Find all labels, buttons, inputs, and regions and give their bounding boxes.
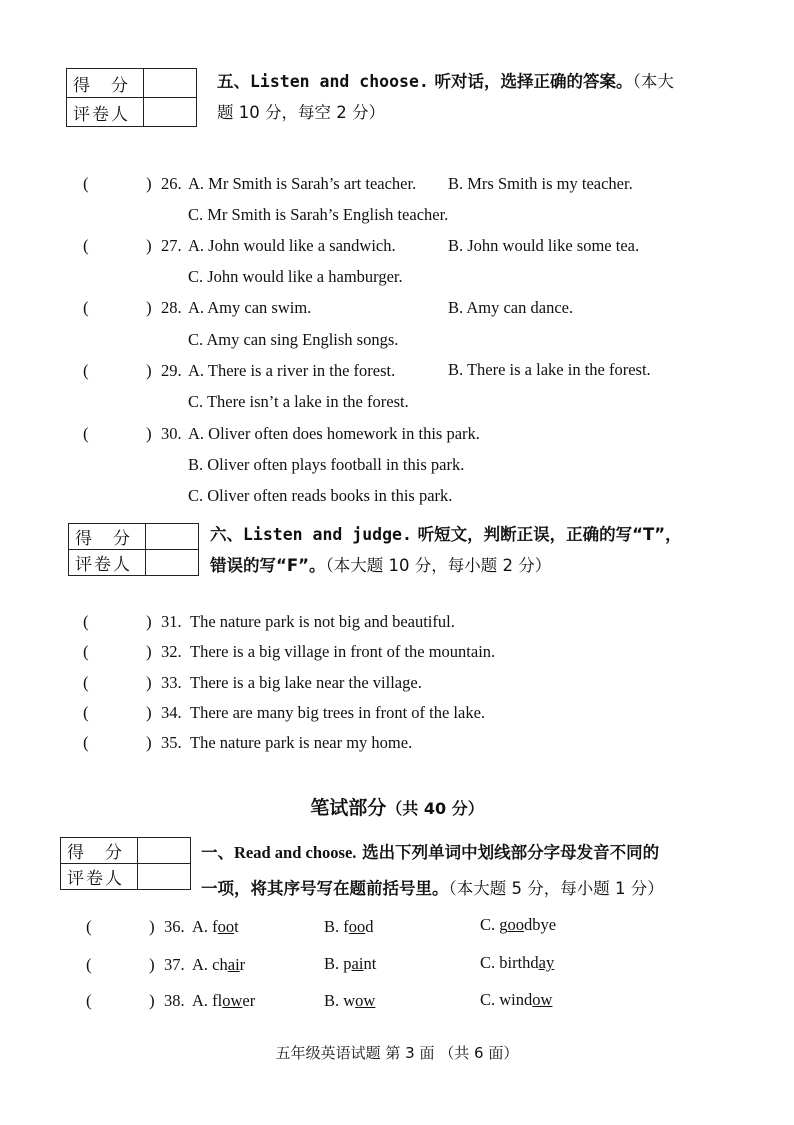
section1-heading: 一、Read and choose. 选出下列单词中划线部分字母发音不同的 一项，将其序号写在题前括号里。（本大题 5 分，每小题 1 分） (201, 835, 721, 907)
option-a: A. Mr Smith is Sarah’s art teacher. (188, 174, 417, 193)
option-a: A. Amy can swim. (188, 298, 312, 317)
question-number: 35. (161, 733, 182, 752)
section5-heading: 五、Listen and choose. 听对话，选择正确的答案。（本大 题 10 分，每空 2 分） (217, 72, 674, 122)
answer-paren: ( (83, 424, 89, 443)
answer-paren: ( (83, 236, 89, 255)
score-label: 得 分 (69, 524, 146, 550)
answer-paren: ( (83, 642, 89, 661)
question-number: 37. (164, 955, 185, 974)
question-number: 32. (161, 642, 182, 661)
question-number: 38. (164, 991, 185, 1010)
answer-paren: ( (86, 917, 92, 936)
statement-text: The nature park is near my home. (190, 733, 413, 752)
option-a: A. flower (192, 991, 256, 1010)
grader-label: 评卷人 (61, 864, 138, 890)
answer-paren: ( (83, 361, 89, 380)
answer-paren: ( (83, 612, 89, 631)
score-blank (138, 838, 191, 864)
option-b: B. John would like some tea. (448, 236, 640, 255)
grader-label: 评卷人 (67, 98, 144, 127)
option-b: B. Oliver often plays football in this park. (188, 455, 465, 474)
grader-label: 评卷人 (69, 550, 146, 576)
score-box-section5 (66, 68, 197, 127)
option-b: B. paint (324, 954, 377, 973)
answer-paren: ) (149, 917, 155, 936)
section6-heading: 六、Listen and judge. 听短文，判断正误，正确的写“T”， 错误的写“F”。（本大题 10 分，每小题 2 分） (210, 525, 682, 575)
written-part-title: 笔试部分（共 40 分） (310, 797, 484, 819)
question-number: 31. (161, 612, 182, 631)
answer-paren: ) (146, 361, 152, 380)
statement-text: The nature park is not big and beautiful. (190, 612, 455, 631)
question-number: 30. (161, 424, 182, 443)
answer-paren: ) (146, 733, 152, 752)
option-a: A. chair (192, 955, 246, 974)
question-number: 36. (164, 917, 185, 936)
statement-text: There are many big trees in front of the lake. (190, 703, 486, 722)
grader-blank (146, 550, 199, 576)
option-b: B. Amy can dance. (448, 298, 574, 317)
answer-paren: ( (83, 703, 89, 722)
option-c: C. John would like a hamburger. (188, 267, 403, 286)
option-c: C. goodbye (480, 915, 557, 934)
answer-paren: ) (146, 673, 152, 692)
statement-text: There is a big lake near the village. (190, 673, 422, 692)
grader-blank (138, 864, 191, 890)
answer-paren: ) (146, 642, 152, 661)
answer-paren: ( (83, 174, 89, 193)
option-b: B. There is a lake in the forest. (448, 360, 651, 379)
option-c: C. Amy can sing English songs. (188, 330, 399, 349)
question-number: 29. (161, 361, 182, 380)
statement-text: There is a big village in front of the mountain. (190, 642, 496, 661)
answer-paren: ) (149, 991, 155, 1010)
question-number: 27. (161, 236, 182, 255)
option-c: C. Mr Smith is Sarah’s English teacher. (188, 205, 449, 224)
answer-paren: ( (86, 991, 92, 1010)
option-a: A. There is a river in the forest. (188, 361, 396, 380)
answer-paren: ( (83, 733, 89, 752)
section1-title-line: 一、Read and choose. 选出下列单词中划线部分字母发音不同的 (201, 843, 660, 862)
answer-paren: ) (149, 955, 155, 974)
option-a: A. foot (192, 917, 239, 936)
question-number: 33. (161, 673, 182, 692)
answer-paren: ) (146, 703, 152, 722)
option-b: B. food (324, 917, 374, 936)
option-a: A. John would like a sandwich. (188, 236, 396, 255)
score-label: 得 分 (61, 838, 138, 864)
answer-paren: ( (83, 673, 89, 692)
option-c: C. birthday (480, 953, 555, 972)
question-number: 34. (161, 703, 182, 722)
answer-paren: ) (146, 424, 152, 443)
option-a: A. Oliver often does homework in this park. (188, 424, 480, 443)
answer-paren: ) (146, 174, 152, 193)
option-c: C. There isn’t a lake in the forest. (188, 392, 409, 411)
score-blank (144, 69, 197, 98)
score-box-section1 (60, 837, 191, 890)
answer-paren: ) (146, 236, 152, 255)
question-number: 28. (161, 298, 182, 317)
answer-paren: ( (86, 955, 92, 974)
option-c: C. window (480, 990, 553, 1009)
page-footer: 五年级英语试题 第 3 面 （共 6 面） (275, 1044, 519, 1062)
score-box-section6 (68, 523, 199, 576)
answer-paren: ) (146, 612, 152, 631)
option-c: C. Oliver often reads books in this park. (188, 486, 453, 505)
question-number: 26. (161, 174, 182, 193)
answer-paren: ( (83, 298, 89, 317)
score-blank (146, 524, 199, 550)
option-b: B. Mrs Smith is my teacher. (448, 174, 633, 193)
option-b: B. wow (324, 991, 376, 1010)
grader-blank (144, 98, 197, 127)
score-label: 得 分 (67, 69, 144, 98)
answer-paren: ) (146, 298, 152, 317)
